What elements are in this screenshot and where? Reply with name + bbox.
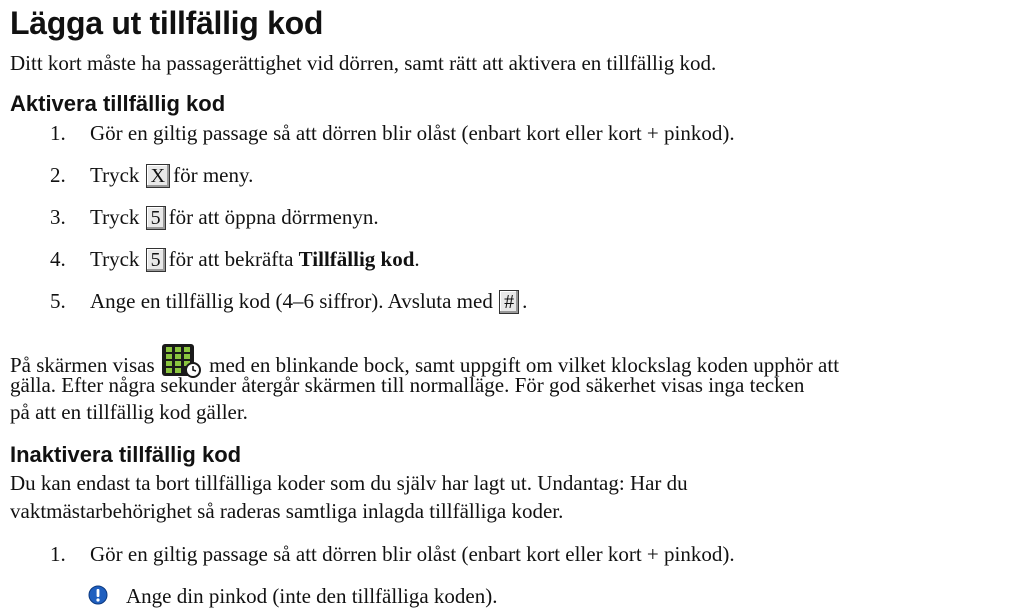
step-number: 1.: [50, 542, 66, 566]
screen-info-post: med en blinkande bock, samt uppgift om vilket klockslag koden upphör att: [209, 353, 840, 377]
screen-info-line-2: gälla. Efter några sekunder återgår skärmen till normalläge. För god säkerhet visas inga tecken: [10, 373, 805, 397]
step-end: .: [414, 247, 420, 271]
step-number: 5.: [50, 289, 66, 313]
screen-info-pre: På skärmen visas: [10, 353, 155, 377]
step-3: [50, 204, 379, 230]
key-5: 5: [146, 248, 166, 272]
step-2: [50, 162, 253, 188]
step-text-after: för att öppna dörrmenyn.: [168, 205, 379, 229]
step-text: Gör en giltig passage så att dörren blir olåst (enbart kort eller kort + pinkod).: [90, 542, 735, 566]
step-text: Tryck: [90, 163, 140, 187]
step-text-after: för att bekräfta: [168, 247, 294, 271]
step-number: 3.: [50, 205, 66, 229]
key-x: X: [146, 164, 170, 188]
intro-text: Ditt kort måste ha passagerättighet vid dörren, samt rätt att aktivera en tillfällig kod.: [10, 51, 717, 75]
key-hash: #: [499, 290, 519, 314]
note-item: [88, 583, 498, 609]
info-icon: [88, 585, 108, 605]
step-end: .: [522, 289, 528, 313]
deactivate-text-line-1: Du kan endast ta bort tillfälliga koder som du själv har lagt ut. Undantag: Har du: [10, 471, 688, 495]
step-5: [50, 288, 527, 314]
step-text: Tryck: [90, 247, 140, 271]
step-number: 2.: [50, 163, 66, 187]
step-text-after: för meny.: [173, 163, 254, 187]
screen-info-line-3: på att en tillfällig kod gäller.: [10, 400, 248, 424]
step-text: Ange en tillfällig kod (4–6 siffror). Avsluta med: [90, 289, 493, 313]
step-1: [50, 120, 735, 146]
section-heading-activate: Aktivera tillfällig kod: [10, 91, 226, 116]
section-heading-deactivate: Inaktivera tillfällig kod: [10, 442, 242, 467]
step-text: Gör en giltig passage så att dörren blir olåst (enbart kort eller kort + pinkod).: [90, 121, 735, 145]
step-number: 4.: [50, 247, 66, 271]
deactivate-step-1: [50, 541, 735, 567]
step-text: Tryck: [90, 205, 140, 229]
note-text: Ange din pinkod (inte den tillfälliga koden).: [126, 584, 498, 608]
key-5: 5: [146, 206, 166, 230]
step-4: [50, 246, 420, 272]
page-title: Lägga ut tillfällig kod: [10, 5, 324, 41]
step-bold-text: Tillfällig kod: [298, 247, 415, 271]
step-number: 1.: [50, 121, 66, 145]
deactivate-text-line-2: vaktmästarbehörighet så raderas samtliga inlagda tillfälliga koder.: [10, 499, 564, 523]
